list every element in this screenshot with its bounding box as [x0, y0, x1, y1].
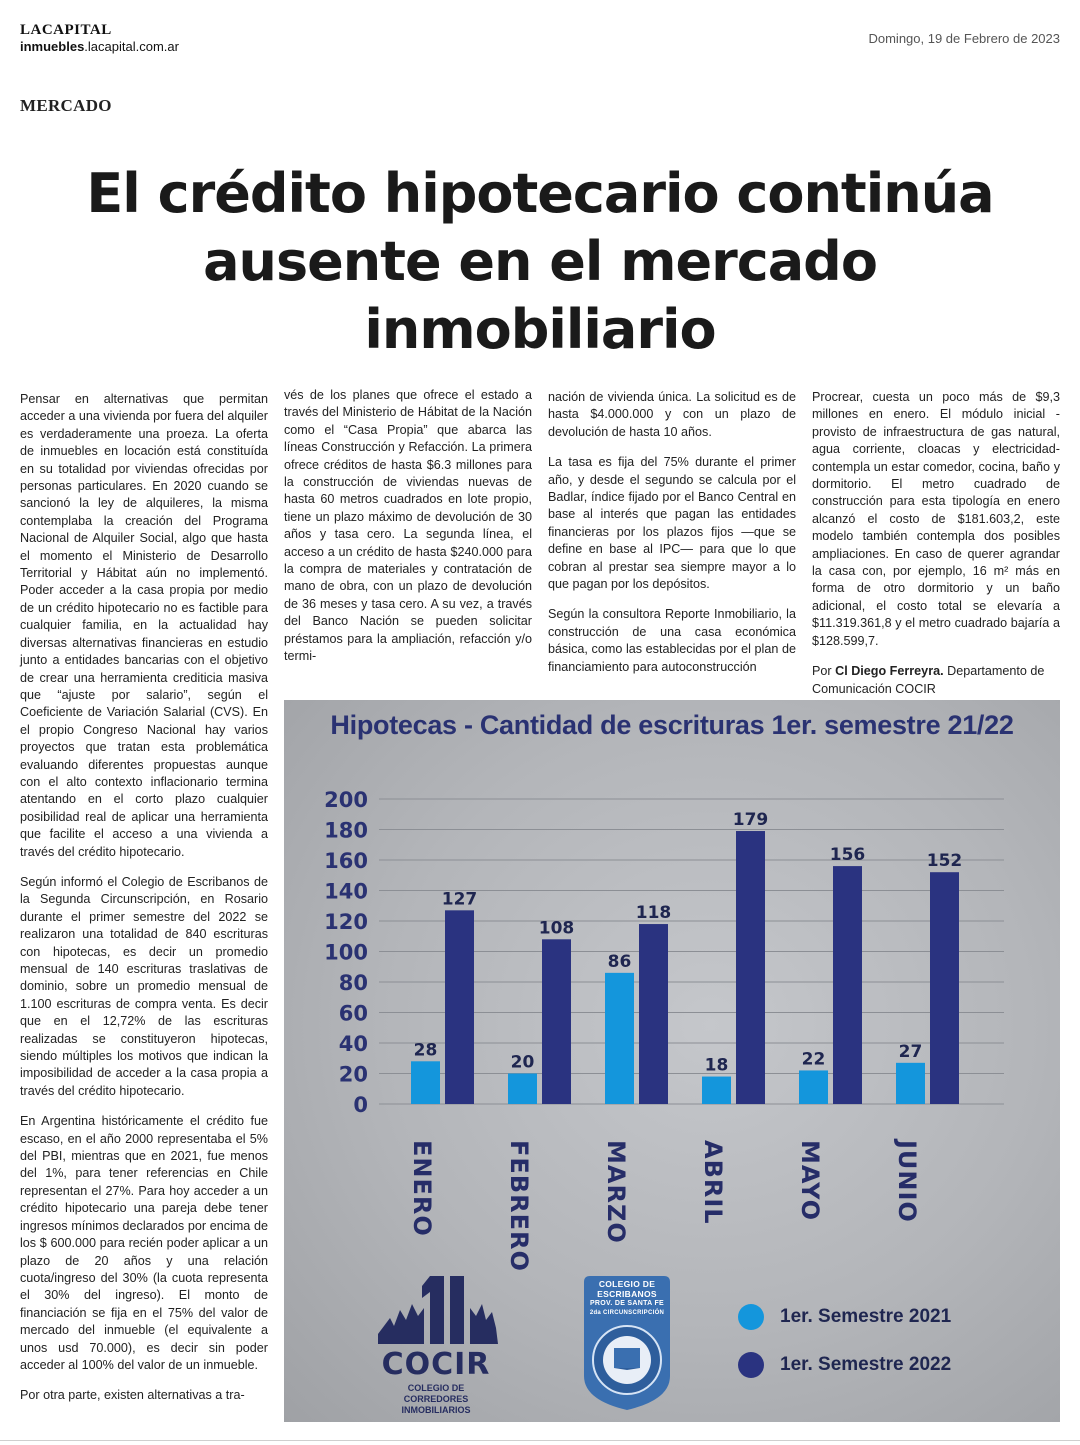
bar-2022	[833, 866, 862, 1104]
data-label: 18	[704, 1055, 729, 1076]
y-tick-label: 120	[324, 910, 368, 934]
publication-date: Domingo, 19 de Febrero de 2023	[868, 31, 1060, 46]
paragraph: vés de los planes que ofrece el estado a través del Ministerio de Hábitat de la Nación como el “Casa Propia” que abarca las líneas Construcción y Refacción. La primera ofrece créditos de hasta $6.3 millones para la construcción de viviendas nuevas de hasta 60 metros cuadrados en lote propio, tiene un plazo máximo de devolución de 30 años y tasa cero. La segunda línea, el acceso a un crédito de hasta $240.000 para la compra de materiales y contratación de mano de obra, con un plazo de devolución de 36 meses y tasa cero. A su vez, a través del Banco Nación se pueden solicitar préstamos para la ampliación, refacción y/o termi-	[284, 388, 532, 664]
paragraph: Según informó el Colegio de Escribanos de la Segunda Circunscripción, en Rosario durante el primer semestre del 2022 se realizaron una totalidad de 840 escrituras con hipotecas, es decir un promedio mensual de 140 escrituras traslativas de dominio, sobre un promedio mensual de 1.100 escrituras de compra venta. Es decir que en el 12,72% de las escrituras realizadas se constituyeron hipotecas, siendo múltiples los motivos que indican la imposibilidad de acceder a la casa propia a través del crédito hipotecario.	[20, 874, 268, 1098]
data-label: 156	[829, 845, 866, 866]
x-category-label: FEBRERO	[505, 1140, 533, 1272]
headline-line-3: inmobiliario	[364, 298, 716, 361]
bar-2021	[605, 973, 634, 1104]
y-tick-label: 180	[324, 818, 368, 843]
seal-line: PROV. DE SANTA FE	[589, 1300, 665, 1307]
y-tick-label: 200	[324, 788, 368, 812]
x-category-label: MARZO	[602, 1140, 630, 1244]
masthead	[20, 22, 179, 55]
headline-line-2: ausente en el mercado	[203, 230, 877, 293]
seal-line: 2da CIRCUNSCRIPCIÓN	[589, 1309, 665, 1316]
bar-2021	[896, 1063, 925, 1104]
y-tick-label: 20	[338, 1062, 368, 1087]
bar-2021	[508, 1074, 537, 1105]
legend-dot-2021	[738, 1304, 764, 1330]
article-column-2	[284, 387, 532, 679]
bar-2021	[411, 1061, 440, 1104]
y-tick-label: 100	[324, 940, 368, 965]
headline	[40, 160, 1040, 364]
paragraph: nación de vivienda única. La solicitud es de hasta $4.000.000 y con un plazo de devolución de hasta 10 años.	[548, 390, 796, 439]
bar-2021	[702, 1077, 731, 1104]
site-url	[20, 39, 179, 55]
chart-title-rest: - Cantidad de escrituras 1er. semestre 21/22	[456, 710, 1014, 740]
bar-2021	[799, 1070, 828, 1104]
seal-line: ESCRIBANOS	[597, 1288, 657, 1299]
article-column-3	[548, 389, 796, 689]
y-tick-label: 140	[324, 879, 368, 904]
data-label: 20	[510, 1052, 535, 1073]
paragraph: Pensar en alternativas que permitan acceder a una vivienda por fuera del alquiler es verdaderamente una proeza. La oferta de inmuebles en locación está constituída en su totalidad por viviendas ofrecidas por personas particulares. En 2020 cuando se sancionó la ley de alquileres, la misma contemplaba la creación del Programa Nacional de Alquiler Social, algo que hasta el momento el Ministerio de Desarrollo Territorial y Hábitat aún no implementó. Poder acceder a la casa propia por medio de un crédito hipotecario no es factible para cualquier familia, en la actualidad hay diversas alternativas financieras en estudio junto a entidades bancarias con el objetivo de crear una herramienta crediticia masiva que “ajuste por salario”, según el Coeficiente de Variación Salarial (CVS). En el propio Congreso Nacional hay varios proyectos que tratan esta problemática evaluando diferentes propuestas aunque con el alto contexto inflacionario termina atentando en el corto plazo cualquier posibilidad real de aplicar una herramienta que facilite el acceso a una vivienda a través del crédito hipotecario.	[20, 392, 268, 859]
x-category-label: MAYO	[796, 1140, 824, 1222]
y-tick-label: 160	[324, 849, 368, 873]
brand-logo: LACAPITAL	[20, 22, 112, 38]
data-label: 86	[607, 951, 632, 972]
site-url-bold: inmuebles	[20, 39, 85, 54]
chart-infographic	[284, 700, 1060, 1422]
y-tick-label: 80	[338, 971, 368, 995]
x-category-label: JUNIO	[893, 1140, 921, 1223]
cocir-logo	[376, 1347, 496, 1416]
data-label: 108	[538, 918, 575, 939]
byline	[812, 663, 1060, 698]
byline-department: Departamento de Comunicación COCIR	[812, 664, 1045, 696]
y-tick-label: 40	[338, 1032, 368, 1056]
bar-2022	[445, 910, 474, 1104]
legend-label-2022: 1er. Semestre 2022	[780, 1354, 952, 1375]
cocir-name: COCIR	[381, 1347, 491, 1382]
cocir-subtitle: COLEGIO DE CORREDORES INMOBILIARIOS	[401, 1383, 471, 1415]
data-label: 179	[732, 810, 769, 831]
data-label: 22	[801, 1049, 826, 1070]
paragraph: En Argentina históricamente el crédito fue escaso, en el año 2000 representaba el 5% del PBI, mientras que en 2021, fue menos del 1%, para tener referencias en Chile representan el 27%. Para hoy acceder a un crédito hipotecario una pareja debe tener ingresos mínimos declarados por encima de los $ 600.000 para recién poder aplicar a un plazo de 20 años y una relación cuota/ingreso del 30% (la cuota representa el 30% del ingreso). El monto de financiación se fija en el 75% del valor de mercado del inmueble (el equivalente a unos usd 70.000), es decir sin poder acceder al 100% del valor de un inmueble.	[20, 1114, 268, 1372]
y-tick-label: 0	[353, 1093, 368, 1117]
data-label: 27	[898, 1041, 923, 1062]
data-label: 152	[926, 851, 963, 872]
x-category-label: ENERO	[408, 1140, 436, 1237]
data-label: 118	[635, 903, 672, 924]
paragraph: Por otra parte, existen alternativas a tra-	[20, 1388, 245, 1403]
article-column-1	[20, 391, 268, 1418]
legend-dot-2022	[738, 1352, 764, 1378]
legend-label-2021: 1er. Semestre 2021	[780, 1306, 952, 1327]
paragraph: La tasa es fija del 75% durante el primer año, y desde el segundo se calcula por el Badlar, índice fijado por el Banco Central en base al interés que pagan las entidades financieras por los plazos fijos —que se define en base al IPC— para que lo que cobran al prestar sea siempre mayor a lo que pagan por los depósitos.	[548, 455, 796, 592]
chart-title-main: Hipotecas	[330, 710, 457, 740]
x-category-label: ABRIL	[699, 1140, 727, 1225]
data-label: 28	[413, 1040, 438, 1061]
byline-author: Cl Diego Ferreyra.	[835, 664, 944, 679]
bar-2022	[542, 939, 571, 1104]
escribanos-seal-text	[584, 1280, 670, 1318]
headline-line-1: El crédito hipotecario continúa	[86, 162, 994, 225]
bar-2022	[736, 831, 765, 1104]
y-tick-label: 60	[338, 1001, 368, 1026]
byline-prefix: Por	[812, 664, 836, 679]
seal-line: COLEGIO DE	[598, 1279, 656, 1289]
data-label: 127	[441, 889, 478, 910]
legend-item-2021	[780, 1306, 951, 1328]
bar-2022	[639, 924, 668, 1104]
section-label: MERCADO	[20, 96, 112, 115]
bar-2022	[930, 872, 959, 1104]
legend-item-2022	[780, 1354, 951, 1376]
site-url-rest: .lacapital.com.ar	[84, 39, 179, 54]
article-column-4	[812, 389, 1060, 711]
cocir-logo-icon	[378, 1274, 498, 1354]
paragraph: Procrear, cuesta un poco más de $9,3 millones en enero. El módulo inicial -provisto de infraestructura de gas natural, agua corriente, cloacas y electricidad- contempla un estar comedor, cocina, baño y dormitorio. El metro cuadrado de construcción para esta tipología en enero alcanzó el costo de $181.603,2, este modelo también contempla dos posibles ampliaciones. En caso de querer agrandar la casa con, por ejemplo, 16 m² más en forma de otro dormitorio y un baño adicional, el costo total se elevaría a $11.319.361,8 y el metro cuadrado bajaría a $128.599,7.	[812, 390, 1060, 648]
paragraph: Según la consultora Reporte Inmobiliario, la construcción de una casa económica básica, como las establecidas por el plan de financiamiento para autoconstrucción	[548, 607, 796, 674]
bottom-rule	[0, 1440, 1080, 1441]
chart-title	[284, 710, 1060, 741]
